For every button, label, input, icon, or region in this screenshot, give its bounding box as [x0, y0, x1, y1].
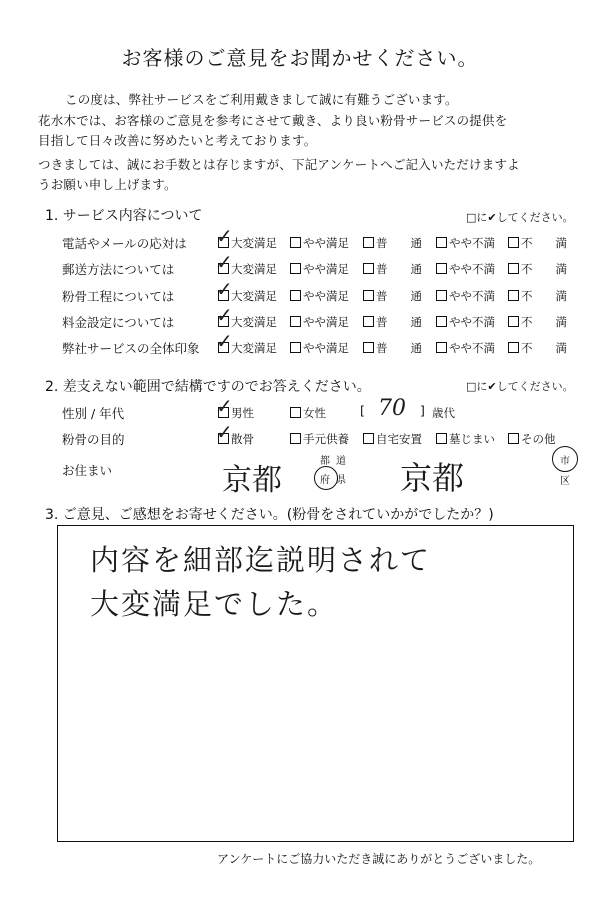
intro-line-1: この度は、弊社サービスをご利用戴きまして誠に有難うございます。	[65, 92, 458, 107]
rating-option[interactable]: やや満足	[290, 235, 349, 251]
gender-option-female[interactable]: 女性	[290, 405, 326, 421]
rating-option[interactable]: 不 満	[508, 235, 567, 251]
checkbox[interactable]	[508, 342, 519, 353]
checkbox[interactable]	[508, 290, 519, 301]
city-suffix-ku: 区	[560, 476, 570, 487]
checkbox[interactable]	[508, 237, 519, 248]
rating-option[interactable]: 普 通	[363, 340, 422, 356]
checkbox[interactable]	[508, 263, 519, 274]
rating-option[interactable]: 大変満足	[218, 314, 277, 330]
purpose-label: 粉骨の目的	[62, 432, 125, 447]
rating-option[interactable]: 普 通	[363, 261, 422, 277]
rating-option[interactable]: やや満足	[290, 340, 349, 356]
rating-option[interactable]: 大変満足	[218, 288, 277, 304]
check-mark: ✓	[216, 224, 233, 248]
checkbox[interactable]	[363, 342, 374, 353]
check-mark-gender: ✓	[216, 394, 233, 418]
age-value[interactable]: 70	[378, 396, 406, 421]
checkbox[interactable]	[436, 342, 447, 353]
rating-option[interactable]: やや不満	[436, 288, 495, 304]
checkbox[interactable]	[290, 316, 301, 327]
checkbox[interactable]	[363, 316, 374, 327]
rating-option[interactable]: やや不満	[436, 235, 495, 251]
purpose-option-other[interactable]: その他	[508, 431, 556, 447]
checkbox[interactable]	[290, 263, 301, 274]
rating-option[interactable]: 不 満	[508, 288, 567, 304]
checkbox[interactable]	[363, 290, 374, 301]
section-1-heading: 1. サービス内容について	[45, 208, 203, 224]
row-label: 料金設定については	[62, 315, 175, 330]
check-mark-purpose: ✓	[216, 420, 233, 444]
survey-title: お客様のご意見をお聞かせください。	[121, 46, 479, 70]
purpose-option-grave[interactable]: 墓じまい	[436, 431, 495, 447]
intro-line-3: 目指して日々改善に努めたいと考えております。	[38, 133, 317, 148]
rating-option[interactable]: 大変満足	[218, 235, 277, 251]
checkbox[interactable]	[436, 290, 447, 301]
checkbox[interactable]	[363, 263, 374, 274]
checkbox[interactable]	[290, 290, 301, 301]
prefecture-suffix-ken: 県	[336, 475, 346, 486]
checkbox[interactable]	[290, 433, 301, 444]
checkbox[interactable]	[436, 237, 447, 248]
rating-option[interactable]: やや満足	[290, 288, 349, 304]
row-label: 弊社サービスの全体印象	[62, 341, 200, 356]
prefecture-value[interactable]: 京都	[222, 463, 282, 498]
section-1-instruction: □に✔してください。	[466, 211, 574, 224]
age-suffix: 歳代	[432, 406, 455, 420]
rating-option[interactable]: 普 通	[363, 314, 422, 330]
city-selected-circle	[552, 446, 578, 472]
rating-option[interactable]: 普 通	[363, 235, 422, 251]
rating-option[interactable]: やや不満	[436, 314, 495, 330]
rating-option[interactable]: 不 満	[508, 340, 567, 356]
rating-option[interactable]: やや不満	[436, 261, 495, 277]
prefecture-suffix-do: 道	[336, 456, 346, 467]
checkbox[interactable]	[436, 263, 447, 274]
age-bracket-close: ]	[420, 403, 425, 418]
intro-line-4: つきましては、誠にお手数とは存じますが、下記アンケートへご記入いただけますよ	[38, 157, 520, 172]
rating-option[interactable]: やや満足	[290, 314, 349, 330]
rating-option[interactable]: 不 満	[508, 314, 567, 330]
comment-line-1: 内容を細部迄説明されて	[90, 543, 432, 577]
checkbox[interactable]	[363, 237, 374, 248]
prefecture-suffix-fu: 府	[320, 475, 330, 486]
prefecture-selected-circle	[314, 466, 338, 490]
section-2-heading: 2. 差支えない範囲で結構ですのでお答えください。	[45, 379, 371, 395]
purpose-option-scatter[interactable]: 散骨	[218, 431, 254, 447]
check-mark: ✓	[216, 329, 233, 353]
checkbox[interactable]	[290, 407, 301, 418]
purpose-option-home[interactable]: 自宅安置	[363, 431, 422, 447]
rating-option[interactable]: やや満足	[290, 261, 349, 277]
checkbox[interactable]	[290, 342, 301, 353]
rating-option[interactable]: 大変満足	[218, 261, 277, 277]
city-value[interactable]: 京都	[400, 459, 465, 497]
checkbox[interactable]	[290, 237, 301, 248]
rating-option[interactable]: 大変満足	[218, 340, 277, 356]
address-label: お住まい	[62, 463, 113, 478]
gender-option-male[interactable]: 男性	[218, 405, 254, 421]
checkbox[interactable]	[436, 316, 447, 327]
intro-line-5: うお願い申し上げます。	[38, 177, 177, 192]
age-bracket-open: [	[360, 403, 365, 418]
row-label: 粉骨工程については	[62, 289, 175, 304]
rating-option[interactable]: やや不満	[436, 340, 495, 356]
row-label: 郵送方法については	[62, 262, 175, 277]
check-mark: ✓	[216, 250, 233, 274]
comment-line-2: 大変満足でした。	[90, 587, 339, 621]
intro-line-2: 花水木では、お客様のご意見を参考にさせて戴き、より良い粉骨サービスの提供を	[38, 113, 508, 128]
checkbox[interactable]	[363, 433, 374, 444]
city-suffix-shi: 市	[560, 456, 570, 467]
checkbox[interactable]	[436, 433, 447, 444]
section-3-heading: 3. ご意見、ご感想をお寄せください。(粉骨をされていかがでしたか？)	[45, 507, 494, 523]
row-label: 電話やメールの応対は	[62, 236, 187, 251]
check-mark: ✓	[216, 303, 233, 327]
prefecture-suffix-to: 都	[320, 456, 330, 467]
checkbox[interactable]	[508, 433, 519, 444]
section-2-instruction: □に✔してください。	[466, 380, 574, 393]
rating-option[interactable]: 不 満	[508, 261, 567, 277]
checkbox[interactable]	[508, 316, 519, 327]
purpose-option-temoto[interactable]: 手元供養	[290, 431, 349, 447]
footer-thanks: アンケートにご協力いただき誠にありがとうございました。	[217, 852, 541, 866]
gender-age-label: 性別 / 年代	[62, 406, 125, 421]
rating-option[interactable]: 普 通	[363, 288, 422, 304]
check-mark: ✓	[216, 277, 233, 301]
